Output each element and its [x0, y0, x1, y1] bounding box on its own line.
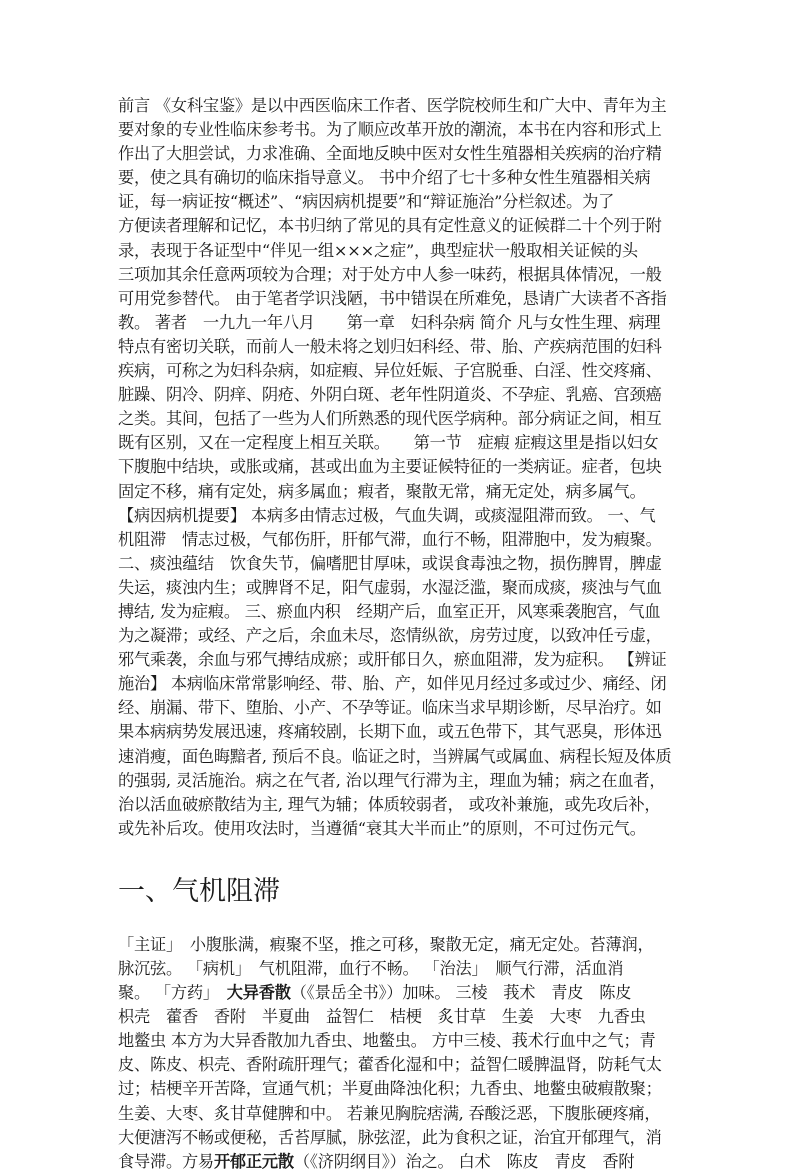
text-span: 脉沉弦。 「病机」 气机阻滞，血行不畅。 「治法」 顺气行滞，活血消 — [118, 959, 624, 978]
text-span: 地鳖虫 本方为大异香散加九香虫、地鳖虫。 方中三棱、莪术行血中之气；青 — [118, 1031, 656, 1051]
text-line: 机阻滞 情志过极，气郁伤肝，肝郁气滞，血行不畅，阻滞胞中，发为瘕聚。 — [118, 529, 662, 549]
text-line: 搏结, 发为症瘕。 三、瘀血内积 经期产后，血室正开，风寒乘袭胞宫，气血 — [118, 601, 661, 621]
section-heading: 一、气机阻滞 — [118, 875, 280, 907]
text-line — [118, 933, 690, 957]
text-line: 教。 著者 一九九一年八月 第一章 妇科杂病 简介 凡与女性生理、病理 — [118, 312, 661, 332]
formula-name: 开郁正元散 — [213, 1151, 294, 1171]
text-line: 疾病，可称之为妇科杂病，如症瘕、异位妊娠、子宫脱垂、白淫、性交疼痛、 — [118, 361, 662, 381]
text-line: 失运，痰浊内生；或脾肾不足，阳气虚弱，水湿泛滥，聚而成痰，痰浊与气血 — [118, 577, 662, 597]
text-line: 固定不移，痛有定处，病多属血；瘕者，聚散无常，痛无定处，病多属气。 — [118, 481, 646, 501]
text-span: 食导滞。方易 — [118, 1151, 214, 1171]
text-line: 要，使之具有确切的临床指导意义。 书中介绍了七十多种女性生殖器相关病 — [118, 168, 651, 188]
text-line: 二、痰浊蕴结 饮食失节，偏嗜肥甘厚味，或误食毒浊之物，损伤脾胃，脾虚 — [118, 553, 662, 573]
text-line: 可用党参替代。 由于笔者学识浅陋，书中错误在所难免，恳请广大读者不吝指 — [118, 288, 667, 308]
section-body-text — [118, 933, 690, 1174]
text-line: 果本病病势发展迅速，疼痛较剧，长期下血，或五色带下，其气恶臭，形体迅 — [118, 722, 662, 742]
text-line: 施治】 本病临床常常影响经、带、胎、产，如伴见月经过多或过少、痛经、闭 — [118, 674, 667, 694]
text-line: 要对象的专业性临床参考书。为了顺应改革开放的潮流，本书在内容和形式上 — [118, 120, 662, 140]
text-line: 治以活血破瘀散结为主, 理气为辅；体质较弱者， 或攻补兼施，或先攻后补， — [118, 794, 661, 814]
text-line — [118, 1150, 690, 1174]
text-line: 下腹胞中结块，或胀或痛，甚或出血为主要证候特征的一类病证。症者，包块 — [118, 457, 662, 477]
text-line — [118, 1126, 690, 1150]
text-span: 大便溏泻不畅或便秘，舌苔厚腻，脉弦涩，此为食积之证，治宜开郁理气，消 — [118, 1127, 662, 1147]
text-line: 为之凝滞；或经、产之后，余血未尽，恣情纵欲，房劳过度，以致冲任亏虚， — [118, 626, 662, 646]
text-line — [118, 1029, 690, 1053]
text-line — [118, 1005, 690, 1029]
text-line: 脏躁、阴冷、阴痒、阴疮、外阴白斑、老年性阴道炎、不孕症、乳癌、宫颈癌 — [118, 385, 662, 405]
text-line: 证，每一病证按“概述”、“病因病机提要”和“辩证施治”分栏叙述。为了 — [118, 192, 615, 212]
formula-name: 大异香散 — [226, 983, 291, 1003]
text-line: 既有区别，又在一定程度上相互关联。 第一节 症瘕 症瘕这里是指以妇女 — [118, 433, 659, 453]
text-span: 「主证」 小腹胀满，瘕聚不坚，推之可移，聚散无定，痛无定处。苔薄润， — [118, 934, 654, 954]
text-line: 作出了大胆尝试，力求准确、全面地反映中医对女性生殖器相关疾病的治疗精 — [118, 144, 662, 164]
text-span: 过；桔梗辛开苦降，宣通气机；半夏曲降浊化积；九香虫、地鳖虫破瘕散聚； — [118, 1079, 662, 1099]
text-line: 经、崩漏、带下、堕胎、小产、不孕等证。临床当求早期诊断，尽早治疗。如 — [118, 698, 662, 718]
text-line: 录，表现于各证型中“伴见一组×××之症”，典型症状一般取相关证候的头 — [118, 240, 638, 260]
document-page — [118, 94, 690, 1174]
text-span: （《济阴纲目》）治之。 白术 陈皮 青皮 香附 — [293, 1151, 635, 1171]
text-line: 【病因病机提要】 本病多由情志过极，气血失调，或痰湿阻滞而致。 一、气 — [118, 505, 656, 525]
text-line: 特点有密切关联，而前人一般未将之划归妇科经、带、胎、产疾病范围的妇科 — [118, 336, 662, 356]
text-line: 邪气乘袭，余血与邪气搏结成瘀；或肝郁日久，瘀血阻滞，发为症积。 【辨证 — [118, 650, 667, 670]
text-line — [118, 1077, 690, 1101]
text-line — [118, 1053, 690, 1077]
text-span: （《景岳全书》）加味。 三棱 莪术 青皮 陈皮 — [290, 983, 632, 1003]
text-line: 三项加其余任意两项较为合理；对于处方中人参一味药，根据具体情况，一般 — [118, 264, 662, 284]
text-line — [118, 957, 690, 981]
text-span: 聚。 「方药」 — [118, 983, 227, 1003]
text-line: 或先补后攻。使用攻法时，当遵循“衰其大半而止”的原则，不可过伤元气。 — [118, 818, 646, 838]
text-span: 枳壳 藿香 香附 半夏曲 益智仁 桔梗 炙甘草 生姜 大枣 九香虫 — [118, 1007, 646, 1027]
text-line: 方便读者理解和记忆，本书归纳了常见的具有定性意义的证候群二十个列于附 — [118, 216, 662, 236]
text-line: 的强弱, 灵活施治。病之在气者, 治以理气行滞为主，理血为辅；病之在血者， — [118, 770, 666, 790]
text-line — [118, 1102, 690, 1126]
text-span: 皮、陈皮、枳壳、香附疏肝理气；藿香化湿和中；益智仁暖脾温肾，防耗气太 — [118, 1055, 662, 1075]
preface-and-chapter-text — [118, 94, 690, 841]
text-span: 生姜、大枣、炙甘草健脾和中。 若兼见胸脘痞满, 吞酸泛恶，下腹胀硬疼痛， — [118, 1103, 661, 1123]
text-line: 之类。其间，包括了一些为人们所熟悉的现代医学病种。部分病证之间，相互 — [118, 409, 662, 429]
text-line — [118, 981, 690, 1005]
text-line: 速消瘦，面色晦黯者, 预后不良。临证之时，当辨属气或属血、病程长短及体质 — [118, 746, 672, 766]
text-line: 前言 《女科宝鉴》是以中西医临床工作者、医学院校师生和广大中、青年为主 — [118, 96, 667, 115]
